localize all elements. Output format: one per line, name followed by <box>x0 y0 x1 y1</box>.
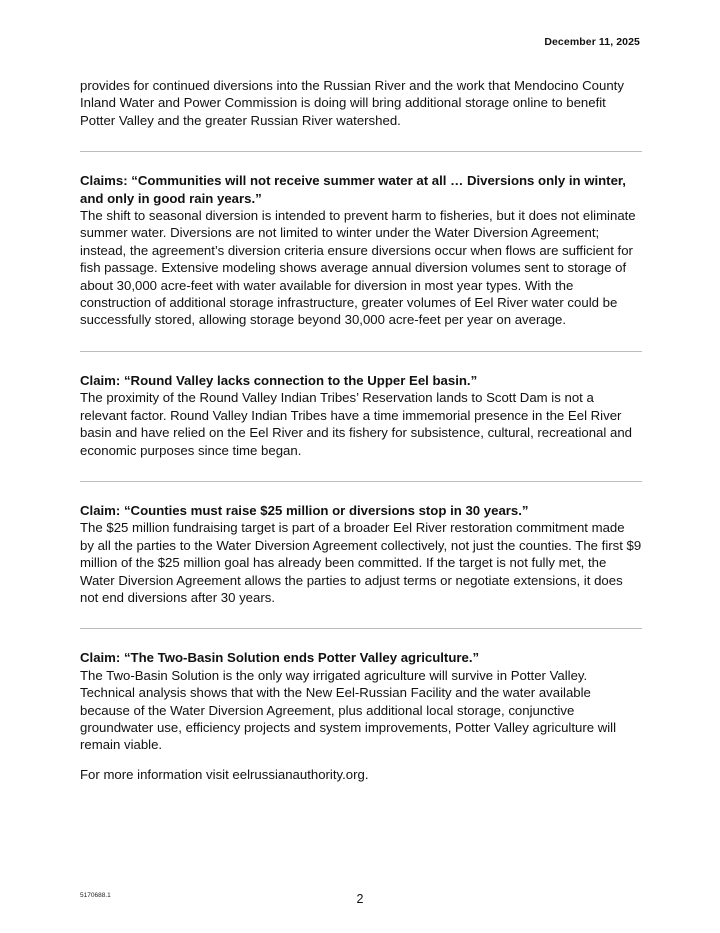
claim-section-fundraising <box>80 502 642 606</box>
claim-heading: Claims: “Communities will not receive summer water at all … Diversions only in winter, and only in good rain years.” <box>80 173 626 206</box>
claim-response: The $25 million fundraising target is part of a broader Eel River restoration commitment made by all the parties to the Water Diversion Agreement collectively, not just the counties. The first $9 million of the $25 million goal has already been committed. If the target is not fully met, the Water Diversion Agreement allows the parties to adjust terms or negotiate extensions, it does not end diversions after 30 years. <box>80 520 642 605</box>
claim-section-round-valley <box>80 372 642 459</box>
claim-response: The Two-Basin Solution is the only way irrigated agriculture will survive in Potter Valley. Technical analysis shows that with the New Eel-Russian Facility and the water available because of the Water Diversion Agreement, plus additional local storage, conjunctive groundwater use, efficiency projects and system improvements, Potter Valley agriculture will remain viable. <box>80 667 617 753</box>
claim-response: The proximity of the Round Valley Indian Tribes’ Reservation lands to Scott Dam is not a relevant factor. Round Valley Indian Tribes have a time immemorial presence in the Eel River basin and have relied on the Eel River and its fishery for subsistence, cultural, recreational and economic purposes since time began. <box>80 390 632 458</box>
claim-heading: Claim: “Counties must raise $25 million or diversions stop in 30 years.” <box>80 502 529 518</box>
document-date: December 11, 2025 <box>544 36 640 48</box>
claim-section-summer-water <box>80 172 642 329</box>
claim-section-agriculture <box>80 649 642 753</box>
claim-heading: Claim: “Round Valley lacks connection to the Upper Eel basin.” <box>80 372 478 388</box>
section-divider <box>80 628 642 629</box>
more-info-text: For more information visit eelrussianauthority.org. <box>80 766 369 782</box>
document-id: 5170688.1 <box>80 892 111 899</box>
claim-heading: Claim: “The Two-Basin Solution ends Potter Valley agriculture.” <box>80 650 480 666</box>
section-divider <box>80 481 642 482</box>
page-number: 2 <box>356 892 364 906</box>
claim-response: The shift to seasonal diversion is intended to prevent harm to fisheries, but it does not eliminate summer water. Diversions are not limited to winter under the Water Diversion Agreement; instead, the agreement’s diversion criteria ensure diversions occur when flows are sufficient for fish passage. Extensive modeling shows average annual diversion volumes sent to storage of about 30,000 acre-feet with water available for diversion in most year types. With the construction of additional storage infrastructure, greater volumes of Eel River water could be successfully stored, allowing storage beyond 30,000 acre-feet per year on average. <box>80 208 636 328</box>
intro-paragraph: provides for continued diversions into the Russian River and the work that Mendocino County Inland Water and Power Commission is doing will bring additional storage online to benefit Potter Valley and the greater Russian River watershed. <box>80 78 624 128</box>
document-body <box>80 77 642 783</box>
section-divider <box>80 151 642 152</box>
section-divider <box>80 351 642 352</box>
